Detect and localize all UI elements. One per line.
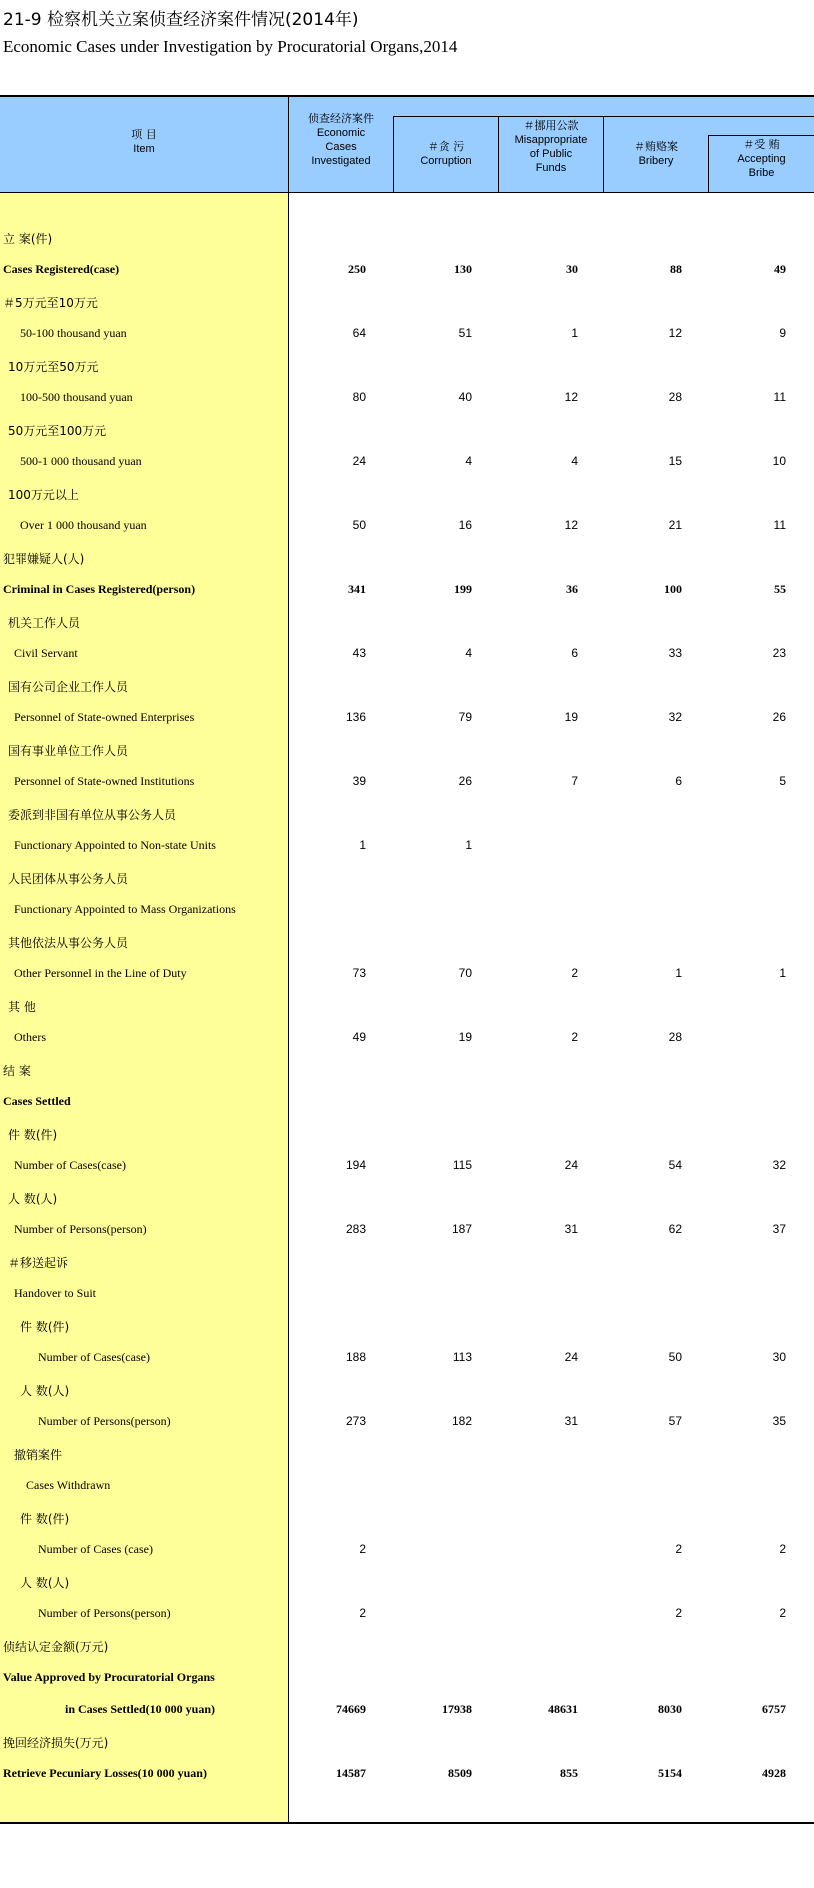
- header-col3-cn: ＃贿赂案: [634, 140, 678, 153]
- cell-value: 5: [779, 774, 786, 788]
- cell-value: 48631: [548, 1702, 578, 1716]
- cell-value: 1: [359, 838, 366, 852]
- cell-value: 55: [774, 582, 786, 596]
- table-row: [0, 1279, 814, 1311]
- cell-value: 74669: [336, 1702, 366, 1716]
- cell-value: 15: [668, 454, 682, 468]
- cell-value: 5154: [658, 1766, 682, 1780]
- cell-value: 188: [345, 1350, 366, 1364]
- header-col1-cn: ＃贪 污: [427, 140, 465, 153]
- table-row: [0, 959, 814, 991]
- row-label: 国有公司企业工作人员: [8, 680, 129, 694]
- cell-value: 8030: [658, 1702, 682, 1716]
- header-col2-cn: ＃挪用公款: [523, 119, 579, 132]
- table-row: [0, 511, 814, 543]
- cell-value: 49: [352, 1030, 366, 1044]
- cell-value: 79: [458, 710, 472, 724]
- cell-value: 54: [668, 1158, 682, 1172]
- header-item-en: Item: [133, 143, 155, 155]
- row-label: Other Personnel in the Line of Duty: [14, 966, 187, 980]
- table-row: [0, 1247, 814, 1279]
- table-row: [0, 447, 814, 479]
- cell-value: 11: [773, 518, 786, 532]
- cell-value: 51: [458, 326, 472, 340]
- cell-value: 11: [773, 390, 786, 404]
- cell-value: 100: [664, 582, 682, 596]
- cell-value: 49: [774, 262, 786, 276]
- table-row: [0, 1311, 814, 1343]
- cell-value: 39: [352, 774, 366, 788]
- row-label: 人 数(人): [20, 1576, 70, 1590]
- cell-value: 64: [352, 326, 366, 340]
- cell-value: 12: [668, 326, 682, 340]
- header-col4-en-1: Accepting: [737, 153, 786, 165]
- row-label: 件 数(件): [20, 1512, 70, 1526]
- cell-value: 4928: [762, 1766, 786, 1780]
- table-title-chinese: 21-9 检察机关立案侦查经济案件情况(2014年): [3, 10, 359, 30]
- row-label: ＃移送起诉: [8, 1256, 69, 1270]
- cell-value: 57: [668, 1414, 682, 1428]
- cell-value: 30: [772, 1350, 786, 1364]
- cell-value: 136: [345, 710, 366, 724]
- table-row: [0, 799, 814, 831]
- row-label: 机关工作人员: [8, 616, 81, 630]
- table-row: [0, 1055, 814, 1087]
- cell-value: 21: [668, 518, 682, 532]
- row-label: Criminal in Cases Registered(person): [3, 582, 196, 596]
- cell-value: 73: [352, 966, 366, 980]
- cell-value: 4: [571, 454, 578, 468]
- cell-value: 19: [458, 1030, 472, 1044]
- table-row: [0, 1439, 814, 1471]
- row-label: Retrieve Pecuniary Losses(10 000 yuan): [3, 1766, 207, 1780]
- table-row: [0, 1151, 814, 1183]
- cell-value: 8509: [448, 1766, 472, 1780]
- cell-value: 6757: [762, 1702, 786, 1716]
- row-label: Handover to Suit: [14, 1286, 96, 1300]
- row-label: Functionary Appointed to Mass Organizations: [14, 902, 236, 916]
- cell-value: 273: [345, 1414, 366, 1428]
- table-row: [0, 767, 814, 799]
- cell-value: 6: [675, 774, 682, 788]
- table-row: [0, 703, 814, 735]
- row-label: Cases Settled: [3, 1094, 71, 1108]
- table-row: [0, 1087, 814, 1119]
- cell-value: 194: [345, 1158, 366, 1172]
- table-row: [0, 1023, 814, 1055]
- table-row: [0, 1567, 814, 1599]
- cell-value: 1: [675, 966, 682, 980]
- row-label: 撤销案件: [14, 1448, 63, 1462]
- cell-value: 4: [465, 646, 472, 660]
- row-label: Value Approved by Procuratorial Organs: [3, 1670, 215, 1684]
- row-label: 10万元至50万元: [8, 360, 99, 374]
- cell-value: 19: [564, 710, 578, 724]
- table-row: [0, 671, 814, 703]
- cell-value: 10: [772, 454, 786, 468]
- header-col0-cn: 侦查经济案件: [308, 112, 374, 125]
- table-row: [0, 1663, 814, 1695]
- cell-value: 187: [451, 1222, 472, 1236]
- row-label: 结 案: [3, 1064, 31, 1078]
- row-label: Over 1 000 thousand yuan: [20, 518, 147, 532]
- row-label: Cases Registered(case): [3, 262, 120, 276]
- row-label: Personnel of State-owned Institutions: [14, 774, 195, 788]
- table-row: [0, 383, 814, 415]
- cell-value: 37: [772, 1222, 786, 1236]
- row-label: Personnel of State-owned Enterprises: [14, 710, 195, 724]
- header-col2-en-2: of Public: [529, 148, 573, 160]
- row-label: ＃5万元至10万元: [3, 296, 98, 310]
- row-label: Cases Withdrawn: [26, 1478, 111, 1492]
- cell-value: 35: [772, 1414, 786, 1428]
- table-row: [0, 287, 814, 319]
- cell-value: 341: [348, 582, 366, 596]
- cell-value: 24: [564, 1158, 578, 1172]
- table-row: [0, 831, 814, 863]
- table-row: [0, 479, 814, 511]
- header-bribery: [604, 140, 708, 168]
- header-col0-en-2: Cases: [325, 141, 357, 153]
- cell-value: 30: [566, 262, 578, 276]
- header-col3-en: Bribery: [638, 155, 674, 167]
- cell-value: 32: [668, 710, 682, 724]
- cell-value: 1: [779, 966, 786, 980]
- row-label: 500-1 000 thousand yuan: [20, 454, 142, 468]
- cell-value: 24: [352, 454, 366, 468]
- cell-value: 12: [564, 518, 578, 532]
- row-label: Civil Servant: [14, 646, 78, 660]
- cell-value: 2: [571, 1030, 578, 1044]
- row-label: 其 他: [8, 1000, 36, 1014]
- header-subgroup-line: [393, 116, 814, 117]
- cell-value: 26: [458, 774, 472, 788]
- table-row: [0, 735, 814, 767]
- table-title-english: Economic Cases under Investigation by Procuratorial Organs,2014: [3, 37, 458, 56]
- table-row: [0, 863, 814, 895]
- cell-value: 33: [668, 646, 682, 660]
- cell-value: 31: [564, 1414, 578, 1428]
- cell-value: 2: [571, 966, 578, 980]
- cell-value: 28: [668, 390, 682, 404]
- cell-value: 16: [458, 518, 472, 532]
- row-label: Number of Cases(case): [14, 1158, 126, 1172]
- cell-value: 182: [451, 1414, 472, 1428]
- cell-value: 1: [571, 326, 578, 340]
- cell-value: 2: [675, 1542, 682, 1556]
- cell-value: 250: [348, 262, 366, 276]
- cell-value: 2: [675, 1606, 682, 1620]
- row-label: 人民团体从事公务人员: [8, 872, 129, 886]
- row-label: Number of Cases (case): [38, 1542, 153, 1556]
- cell-value: 40: [458, 390, 472, 404]
- cell-value: 28: [668, 1030, 682, 1044]
- cell-value: 4: [465, 454, 472, 468]
- row-label: 立 案(件): [3, 232, 53, 246]
- cell-value: 36: [566, 582, 578, 596]
- row-label: Functionary Appointed to Non-state Units: [14, 838, 216, 852]
- cell-value: 2: [779, 1542, 786, 1556]
- table-row: [0, 607, 814, 639]
- header-item-cn: 项 目: [131, 128, 157, 141]
- header-col2-en-3: Funds: [535, 162, 567, 174]
- header-accepting-bribe: [709, 138, 814, 180]
- table-top-border: [0, 95, 814, 97]
- table-row: [0, 1119, 814, 1151]
- row-label: 侦结认定金额(万元): [3, 1640, 109, 1654]
- cell-value: 17938: [442, 1702, 472, 1716]
- cell-value: 115: [452, 1158, 472, 1172]
- table-row: [0, 1375, 814, 1407]
- cell-value: 43: [352, 646, 366, 660]
- cell-value: 26: [772, 710, 786, 724]
- cell-value: 2: [359, 1606, 366, 1620]
- row-label: 人 数(人): [8, 1192, 58, 1206]
- table-row: [0, 1407, 814, 1439]
- cell-value: 199: [454, 582, 472, 596]
- table-row: [0, 639, 814, 671]
- cell-value: 130: [454, 262, 472, 276]
- table-row: [0, 1215, 814, 1247]
- row-label: 50万元至100万元: [8, 424, 107, 438]
- cell-value: 50: [668, 1350, 682, 1364]
- table-row: [0, 895, 814, 927]
- row-label: 犯罪嫌疑人(人): [3, 552, 85, 566]
- row-label: Number of Cases(case): [38, 1350, 150, 1364]
- table-row: [0, 1535, 814, 1567]
- table-row: [0, 1183, 814, 1215]
- cell-value: 14587: [336, 1766, 366, 1780]
- header-misappropriation: [499, 119, 603, 175]
- row-label: Number of Persons(person): [38, 1606, 171, 1620]
- cell-value: 50: [352, 518, 366, 532]
- row-label: Number of Persons(person): [38, 1414, 171, 1428]
- table-row: [0, 223, 814, 255]
- cell-value: 2: [779, 1606, 786, 1620]
- table-row: [0, 351, 814, 383]
- table-row: [0, 1503, 814, 1535]
- cell-value: 2: [359, 1542, 366, 1556]
- cell-value: 12: [564, 390, 578, 404]
- header-bottom-line: [0, 192, 814, 193]
- cell-value: 9: [779, 326, 786, 340]
- cell-value: 24: [564, 1350, 578, 1364]
- header-col4-cn: ＃受 贿: [743, 138, 780, 151]
- table-row: [0, 1343, 814, 1375]
- row-label: 挽回经济损失(万元): [3, 1736, 109, 1750]
- header-subgroup-line: [708, 135, 814, 136]
- cell-value: 7: [571, 774, 578, 788]
- row-label: Number of Persons(person): [14, 1222, 147, 1236]
- cell-value: 32: [772, 1158, 786, 1172]
- row-label: 委派到非国有单位从事公务人员: [8, 808, 177, 822]
- cell-value: 855: [560, 1766, 578, 1780]
- table-row: [0, 991, 814, 1023]
- cell-value: 113: [452, 1350, 472, 1364]
- table-row: [0, 575, 814, 607]
- table-body: [0, 223, 814, 1791]
- row-label: Others: [14, 1030, 46, 1044]
- cell-value: 88: [670, 262, 682, 276]
- cell-value: 23: [772, 646, 786, 660]
- table-row: [0, 927, 814, 959]
- header-col0-en-1: Economic: [316, 127, 366, 139]
- table-row: [0, 543, 814, 575]
- row-label: 国有事业单位工作人员: [8, 744, 129, 758]
- cell-value: 31: [564, 1222, 578, 1236]
- cell-value: 80: [352, 390, 366, 404]
- table-row: [0, 319, 814, 351]
- row-label: 人 数(人): [20, 1384, 70, 1398]
- row-label: 50-100 thousand yuan: [20, 326, 127, 340]
- cell-value: 70: [458, 966, 472, 980]
- cell-value: 283: [345, 1222, 366, 1236]
- row-label: 件 数(件): [8, 1128, 58, 1142]
- row-label: 100-500 thousand yuan: [20, 390, 133, 404]
- row-label: 100万元以上: [8, 488, 79, 502]
- row-label: 其他依法从事公务人员: [8, 936, 129, 950]
- table-row: [0, 415, 814, 447]
- header-economic-cases: [289, 112, 393, 168]
- header-col1-en: Corruption: [420, 155, 472, 167]
- row-label: in Cases Settled(10 000 yuan): [65, 1702, 216, 1716]
- table-row: [0, 255, 814, 287]
- header-item: [0, 128, 288, 156]
- header-col0-en-3: Investigated: [311, 155, 371, 167]
- table-row: [0, 1695, 814, 1727]
- table-row: [0, 1631, 814, 1663]
- table-row: [0, 1599, 814, 1631]
- row-label: 件 数(件): [20, 1320, 70, 1334]
- header-col4-en-2: Bribe: [748, 167, 775, 179]
- table-row: [0, 1471, 814, 1503]
- table-row: [0, 1759, 814, 1791]
- header-col2-en-1: Misappropriate: [514, 134, 588, 146]
- header-corruption: [394, 140, 498, 168]
- table-bottom-border: [0, 1822, 814, 1824]
- table-row: [0, 1727, 814, 1759]
- cell-value: 1: [465, 838, 472, 852]
- cell-value: 6: [571, 646, 578, 660]
- cell-value: 62: [668, 1222, 682, 1236]
